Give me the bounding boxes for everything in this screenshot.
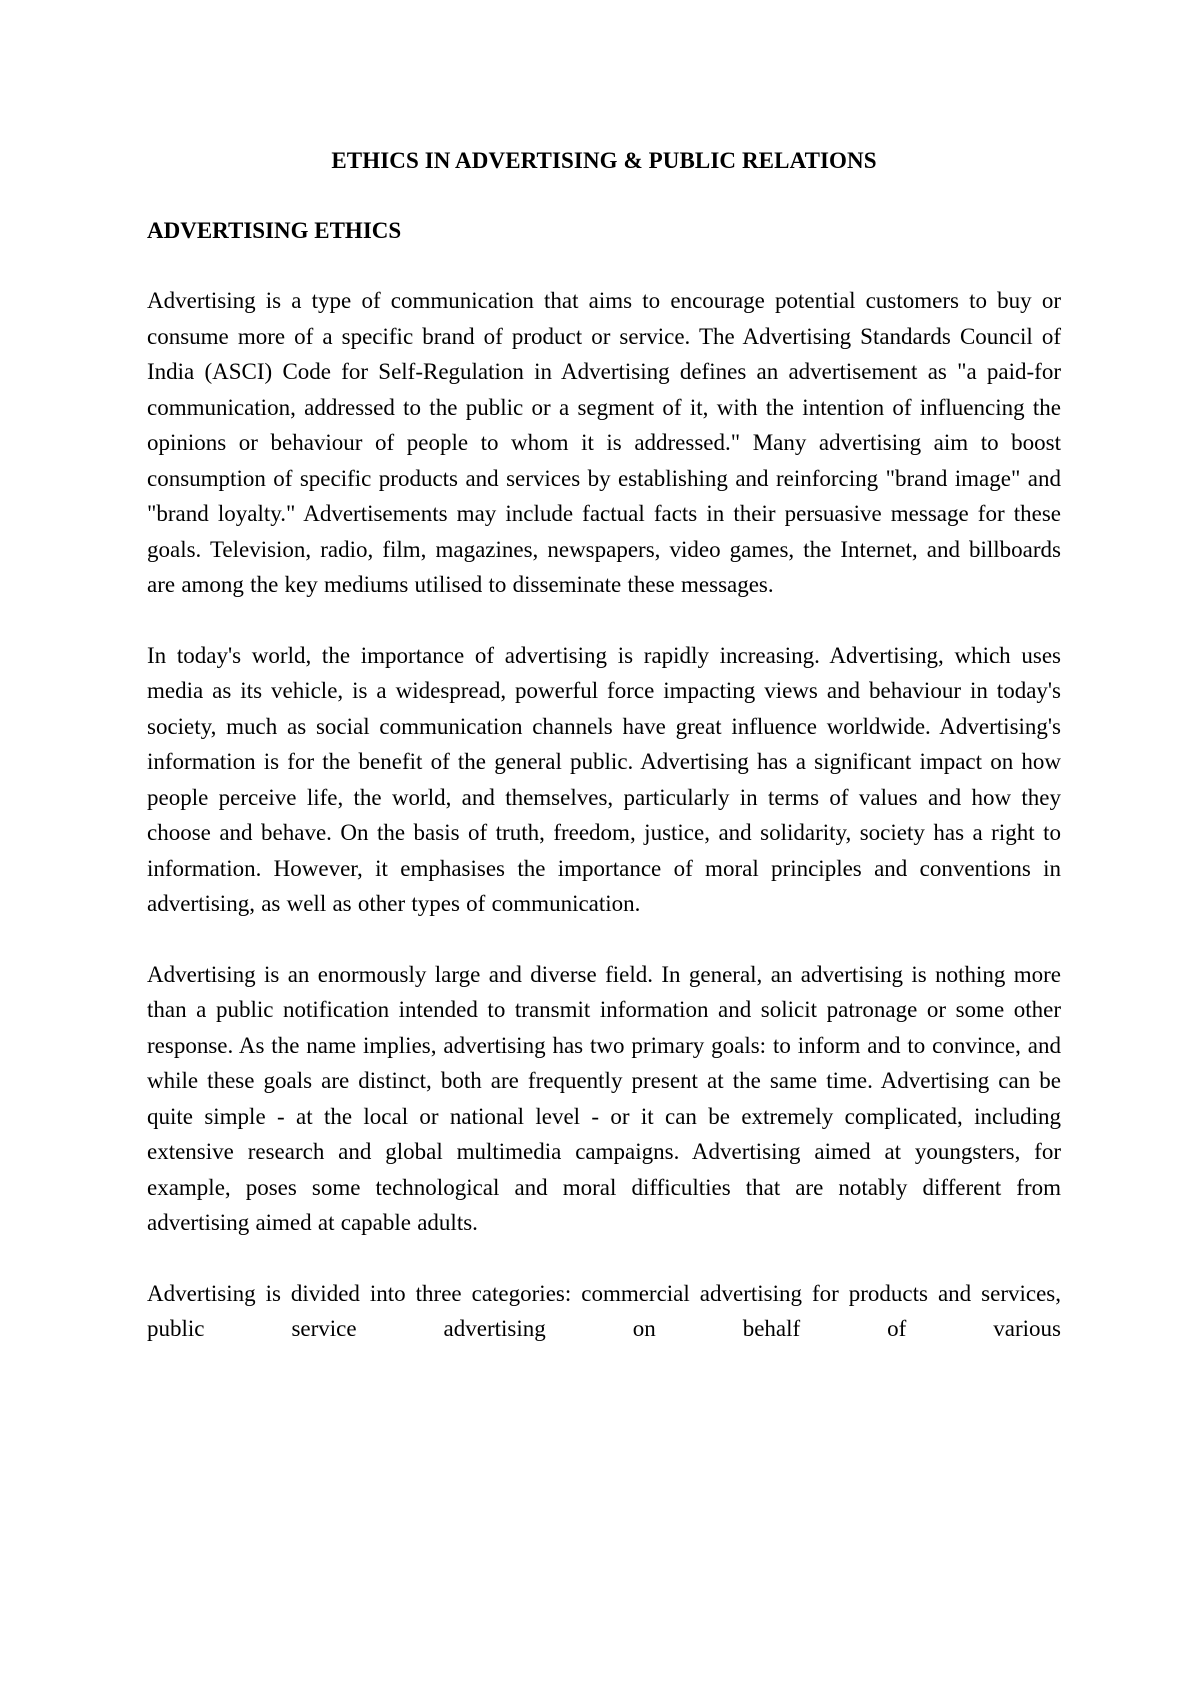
paragraph-2: In today's world, the importance of advertising is rapidly increasing. Advertising, which uses media as its vehicle, is a widespread, powerful force impacting views and behaviour in today's society, much as social communication channels have great influence worldwide. Advertising's information is for the benefit of the general public. Advertising has a significant impact on how people perceive life, the world, and themselves, particularly in terms of values and how they choose and behave. On the basis of truth, freedom, justice, and solidarity, society has a right to information. However, it emphasises the importance of moral principles and conventions in advertising, as well as other types of communication. bbox=[147, 642, 1061, 916]
section-heading: ADVERTISING ETHICS bbox=[147, 218, 402, 243]
paragraph-1: Advertising is a type of communication that aims to encourage potential customers to buy or consume more of a specific brand of product or service. The Advertising Standards Council of India (ASCI) Code for Self-Regulation in Advertising defines an advertisement as "a paid-for communication, addressed to the public or a segment of it, with the intention of influencing the opinions or behaviour of people to whom it is addressed." Many advertising aim to boost consumption of specific products and services by establishing and reinforcing "brand image" and "brand loyalty." Advertisements may include factual facts in their persuasive message for these goals. Television, radio, film, magazines, newspapers, video games, the Internet, and billboards are among the key mediums utilised to disseminate these messages. bbox=[147, 288, 1061, 597]
paragraph-4: Advertising is divided into three categories: commercial advertising for products and services, public service advertising on behalf of various bbox=[147, 1280, 1061, 1341]
paragraph-3: Advertising is an enormously large and diverse field. In general, an advertising is nothing more than a public notification intended to transmit information and solicit patronage or some other response. As the name implies, advertising has two primary goals: to inform and to convince, and while these goals are distinct, both are frequently present at the same time. Advertising can be quite simple - at the local or national level - or it can be extremely complicated, including extensive research and global multimedia campaigns. Advertising aimed at youngsters, for example, poses some technological and moral difficulties that are notably different from advertising aimed at capable adults. bbox=[147, 961, 1061, 1235]
document-title: ETHICS IN ADVERTISING & PUBLIC RELATIONS bbox=[331, 148, 877, 173]
document-body bbox=[147, 143, 1061, 1347]
